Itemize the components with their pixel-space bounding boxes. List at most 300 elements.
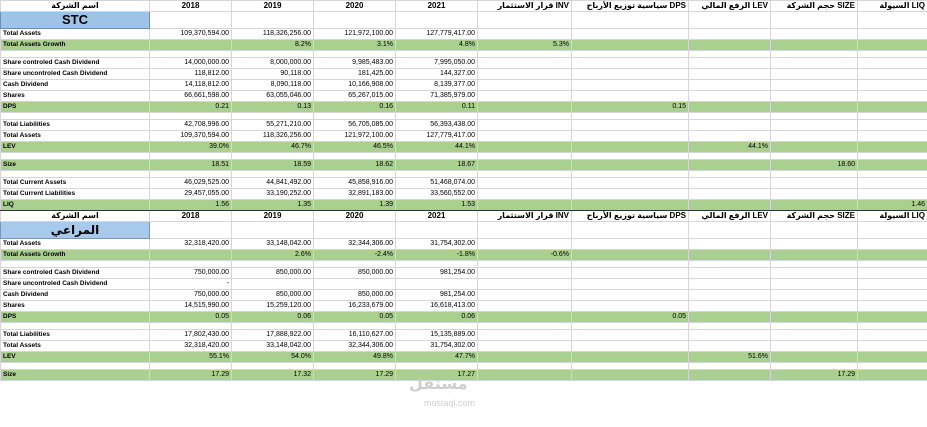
row-label[interactable]: Total Liabilities: [1, 120, 150, 131]
empty-cell[interactable]: [572, 58, 689, 69]
summary-value[interactable]: 5.3%: [478, 40, 572, 51]
year-value[interactable]: 33,560,552.00: [396, 189, 478, 200]
row-label[interactable]: Total Liabilities: [1, 330, 150, 341]
empty-cell[interactable]: [858, 279, 927, 290]
empty-cell[interactable]: [478, 91, 572, 102]
year-value[interactable]: 71,385,979.00: [396, 91, 478, 102]
year-value[interactable]: 46.5%: [314, 142, 396, 153]
empty-cell[interactable]: [572, 239, 689, 250]
year-value[interactable]: 17.29: [314, 370, 396, 381]
year-value[interactable]: [396, 279, 478, 290]
year-value[interactable]: 44,841,492.00: [232, 178, 314, 189]
empty-cell[interactable]: [858, 330, 927, 341]
header-size[interactable]: حجم الشركة SIZE: [771, 1, 858, 12]
year-value[interactable]: 31,754,302.00: [396, 341, 478, 352]
year-value[interactable]: 32,318,420.00: [150, 239, 232, 250]
empty-cell[interactable]: [396, 153, 478, 160]
empty-cell[interactable]: [689, 268, 771, 279]
empty-cell[interactable]: [314, 323, 396, 330]
empty-cell[interactable]: [150, 222, 232, 239]
empty-cell[interactable]: [771, 200, 858, 211]
empty-cell[interactable]: [478, 363, 572, 370]
header-liq[interactable]: السيولة LIQ: [858, 211, 927, 222]
year-value[interactable]: -2.4%: [314, 250, 396, 261]
year-value[interactable]: 90,118.00: [232, 69, 314, 80]
empty-cell[interactable]: [771, 341, 858, 352]
header-liq[interactable]: السيولة LIQ: [858, 1, 927, 12]
year-value[interactable]: 32,344,306.00: [314, 239, 396, 250]
empty-cell[interactable]: [858, 51, 927, 58]
empty-cell[interactable]: [771, 91, 858, 102]
empty-cell[interactable]: [689, 69, 771, 80]
empty-cell[interactable]: [478, 341, 572, 352]
empty-cell[interactable]: [572, 171, 689, 178]
empty-cell[interactable]: [858, 239, 927, 250]
empty-cell[interactable]: [771, 312, 858, 323]
empty-cell[interactable]: [858, 301, 927, 312]
empty-cell[interactable]: [858, 261, 927, 268]
year-value[interactable]: [150, 250, 232, 261]
empty-cell[interactable]: [572, 40, 689, 51]
empty-cell[interactable]: [689, 290, 771, 301]
empty-cell[interactable]: [858, 178, 927, 189]
year-value[interactable]: 9,985,483.00: [314, 58, 396, 69]
year-value[interactable]: -: [150, 279, 232, 290]
empty-cell[interactable]: [396, 363, 478, 370]
empty-cell[interactable]: [858, 160, 927, 171]
empty-cell[interactable]: [478, 239, 572, 250]
empty-cell[interactable]: [858, 222, 927, 239]
empty-cell[interactable]: [689, 40, 771, 51]
header-year[interactable]: 2020: [314, 1, 396, 12]
empty-cell[interactable]: [572, 268, 689, 279]
empty-cell[interactable]: [858, 189, 927, 200]
year-value[interactable]: 14,515,990.00: [150, 301, 232, 312]
year-value[interactable]: 118,326,256.00: [232, 131, 314, 142]
empty-cell[interactable]: [771, 261, 858, 268]
header-dps[interactable]: سياسية توزيع الأرباح DPS: [572, 211, 689, 222]
empty-cell[interactable]: [689, 131, 771, 142]
empty-cell[interactable]: [1, 363, 150, 370]
year-value[interactable]: 0.05: [314, 312, 396, 323]
header-year[interactable]: 2021: [396, 211, 478, 222]
empty-cell[interactable]: [858, 153, 927, 160]
year-value[interactable]: 16,618,413.00: [396, 301, 478, 312]
year-value[interactable]: 54.0%: [232, 352, 314, 363]
empty-cell[interactable]: [150, 261, 232, 268]
header-year[interactable]: 2020: [314, 211, 396, 222]
year-value[interactable]: 14,118,812.00: [150, 80, 232, 91]
header-year[interactable]: 2019: [232, 1, 314, 12]
empty-cell[interactable]: [858, 363, 927, 370]
year-value[interactable]: [150, 40, 232, 51]
empty-cell[interactable]: [572, 341, 689, 352]
empty-cell[interactable]: [689, 222, 771, 239]
row-label[interactable]: Share controled Cash Dividend: [1, 268, 150, 279]
empty-cell[interactable]: [689, 113, 771, 120]
empty-cell[interactable]: [314, 363, 396, 370]
empty-cell[interactable]: [858, 91, 927, 102]
empty-cell[interactable]: [572, 69, 689, 80]
header-size[interactable]: حجم الشركة SIZE: [771, 211, 858, 222]
empty-cell[interactable]: [232, 171, 314, 178]
empty-cell[interactable]: [689, 153, 771, 160]
year-value[interactable]: 51,468,074.00: [396, 178, 478, 189]
empty-cell[interactable]: [572, 120, 689, 131]
empty-cell[interactable]: [572, 91, 689, 102]
empty-cell[interactable]: [572, 261, 689, 268]
year-value[interactable]: 32,318,420.00: [150, 341, 232, 352]
empty-cell[interactable]: [150, 363, 232, 370]
empty-cell[interactable]: [478, 102, 572, 113]
empty-cell[interactable]: [572, 178, 689, 189]
empty-cell[interactable]: [858, 171, 927, 178]
year-value[interactable]: [314, 279, 396, 290]
empty-cell[interactable]: [858, 113, 927, 120]
empty-cell[interactable]: [689, 363, 771, 370]
year-value[interactable]: 981,254.00: [396, 290, 478, 301]
empty-cell[interactable]: [232, 323, 314, 330]
empty-cell[interactable]: [232, 363, 314, 370]
empty-cell[interactable]: [689, 261, 771, 268]
empty-cell[interactable]: [858, 69, 927, 80]
company-name-stc[interactable]: STC: [1, 12, 150, 29]
year-value[interactable]: 8.2%: [232, 40, 314, 51]
empty-cell[interactable]: [689, 58, 771, 69]
empty-cell[interactable]: [478, 261, 572, 268]
header-year[interactable]: 2019: [232, 211, 314, 222]
empty-cell[interactable]: [689, 171, 771, 178]
empty-cell[interactable]: [232, 261, 314, 268]
empty-cell[interactable]: [1, 113, 150, 120]
empty-cell[interactable]: [689, 370, 771, 381]
company-name-almarai[interactable]: المراعي: [1, 222, 150, 239]
year-value[interactable]: 39.0%: [150, 142, 232, 153]
empty-cell[interactable]: [771, 120, 858, 131]
year-value[interactable]: 16,233,679.00: [314, 301, 396, 312]
empty-cell[interactable]: [771, 189, 858, 200]
year-value[interactable]: 1.35: [232, 200, 314, 211]
row-label[interactable]: LEV: [1, 352, 150, 363]
summary-value[interactable]: -0.6%: [478, 250, 572, 261]
empty-cell[interactable]: [771, 58, 858, 69]
summary-value[interactable]: 18.60: [771, 160, 858, 171]
empty-cell[interactable]: [771, 29, 858, 40]
row-label[interactable]: Size: [1, 160, 150, 171]
empty-cell[interactable]: [689, 200, 771, 211]
year-value[interactable]: 16,110,627.00: [314, 330, 396, 341]
empty-cell[interactable]: [478, 69, 572, 80]
empty-cell[interactable]: [478, 301, 572, 312]
empty-cell[interactable]: [771, 178, 858, 189]
year-value[interactable]: 0.21: [150, 102, 232, 113]
empty-cell[interactable]: [771, 268, 858, 279]
empty-cell[interactable]: [396, 171, 478, 178]
year-value[interactable]: 18.51: [150, 160, 232, 171]
empty-cell[interactable]: [314, 261, 396, 268]
empty-cell[interactable]: [858, 80, 927, 91]
empty-cell[interactable]: [572, 352, 689, 363]
empty-cell[interactable]: [478, 29, 572, 40]
empty-cell[interactable]: [858, 120, 927, 131]
row-label[interactable]: LIQ: [1, 200, 150, 211]
year-value[interactable]: 850,000.00: [232, 290, 314, 301]
empty-cell[interactable]: [689, 51, 771, 58]
empty-cell[interactable]: [572, 323, 689, 330]
year-value[interactable]: 7,995,050.00: [396, 58, 478, 69]
year-value[interactable]: 33,148,042.00: [232, 239, 314, 250]
empty-cell[interactable]: [478, 200, 572, 211]
empty-cell[interactable]: [232, 222, 314, 239]
empty-cell[interactable]: [314, 153, 396, 160]
empty-cell[interactable]: [771, 113, 858, 120]
year-value[interactable]: 55,271,210.00: [232, 120, 314, 131]
header-lev[interactable]: الرفع المالي LEV: [689, 1, 771, 12]
empty-cell[interactable]: [396, 51, 478, 58]
empty-cell[interactable]: [771, 250, 858, 261]
empty-cell[interactable]: [396, 323, 478, 330]
empty-cell[interactable]: [689, 178, 771, 189]
row-label[interactable]: Cash Dividend: [1, 80, 150, 91]
empty-cell[interactable]: [150, 51, 232, 58]
empty-cell[interactable]: [771, 69, 858, 80]
empty-cell[interactable]: [858, 312, 927, 323]
header-year[interactable]: 2018: [150, 1, 232, 12]
empty-cell[interactable]: [858, 250, 927, 261]
row-label[interactable]: Share uncontroled Cash Dividend: [1, 279, 150, 290]
row-label[interactable]: Shares: [1, 301, 150, 312]
empty-cell[interactable]: [232, 113, 314, 120]
empty-cell[interactable]: [771, 323, 858, 330]
year-value[interactable]: 65,267,015.00: [314, 91, 396, 102]
header-year[interactable]: 2018: [150, 211, 232, 222]
empty-cell[interactable]: [478, 279, 572, 290]
year-value[interactable]: 17.27: [396, 370, 478, 381]
empty-cell[interactable]: [478, 290, 572, 301]
year-value[interactable]: 45,858,916.00: [314, 178, 396, 189]
empty-cell[interactable]: [314, 222, 396, 239]
header-company[interactable]: اسم الشركة: [1, 211, 150, 222]
empty-cell[interactable]: [771, 102, 858, 113]
empty-cell[interactable]: [858, 268, 927, 279]
empty-cell[interactable]: [858, 341, 927, 352]
empty-cell[interactable]: [858, 29, 927, 40]
year-value[interactable]: 750,000.00: [150, 268, 232, 279]
empty-cell[interactable]: [771, 131, 858, 142]
year-value[interactable]: 66,661,598.00: [150, 91, 232, 102]
year-value[interactable]: 42,708,996.00: [150, 120, 232, 131]
year-value[interactable]: 118,326,256.00: [232, 29, 314, 40]
year-value[interactable]: 63,055,046.00: [232, 91, 314, 102]
empty-cell[interactable]: [232, 51, 314, 58]
empty-cell[interactable]: [771, 153, 858, 160]
year-value[interactable]: 31,754,302.00: [396, 239, 478, 250]
header-lev[interactable]: الرفع المالي LEV: [689, 211, 771, 222]
empty-cell[interactable]: [572, 51, 689, 58]
empty-cell[interactable]: [689, 301, 771, 312]
header-company[interactable]: اسم الشركة: [1, 1, 150, 12]
row-label[interactable]: Shares: [1, 91, 150, 102]
empty-cell[interactable]: [572, 160, 689, 171]
year-value[interactable]: 109,370,594.00: [150, 131, 232, 142]
empty-cell[interactable]: [572, 222, 689, 239]
empty-cell[interactable]: [478, 142, 572, 153]
empty-cell[interactable]: [771, 51, 858, 58]
year-value[interactable]: 46.7%: [232, 142, 314, 153]
empty-cell[interactable]: [858, 290, 927, 301]
year-value[interactable]: 1.39: [314, 200, 396, 211]
empty-cell[interactable]: [771, 142, 858, 153]
row-label[interactable]: Total Assets: [1, 341, 150, 352]
empty-cell[interactable]: [572, 301, 689, 312]
empty-cell[interactable]: [858, 370, 927, 381]
year-value[interactable]: 4.8%: [396, 40, 478, 51]
year-value[interactable]: 47.7%: [396, 352, 478, 363]
row-label[interactable]: Cash Dividend: [1, 290, 150, 301]
empty-cell[interactable]: [572, 29, 689, 40]
year-value[interactable]: 46,029,525.00: [150, 178, 232, 189]
empty-cell[interactable]: [572, 153, 689, 160]
year-value[interactable]: 15,135,889.00: [396, 330, 478, 341]
year-value[interactable]: 0.06: [232, 312, 314, 323]
year-value[interactable]: 181,425.00: [314, 69, 396, 80]
empty-cell[interactable]: [572, 80, 689, 91]
empty-cell[interactable]: [478, 330, 572, 341]
empty-cell[interactable]: [689, 189, 771, 200]
empty-cell[interactable]: [858, 58, 927, 69]
year-value[interactable]: 0.16: [314, 102, 396, 113]
empty-cell[interactable]: [572, 113, 689, 120]
empty-cell[interactable]: [572, 131, 689, 142]
empty-cell[interactable]: [689, 239, 771, 250]
empty-cell[interactable]: [572, 189, 689, 200]
row-label[interactable]: Size: [1, 370, 150, 381]
summary-value[interactable]: 1.46: [858, 200, 927, 211]
empty-cell[interactable]: [771, 301, 858, 312]
year-value[interactable]: 109,370,594.00: [150, 29, 232, 40]
year-value[interactable]: 17,888,922.00: [232, 330, 314, 341]
empty-cell[interactable]: [572, 279, 689, 290]
year-value[interactable]: 121,972,100.00: [314, 29, 396, 40]
row-label[interactable]: LEV: [1, 142, 150, 153]
empty-cell[interactable]: [314, 113, 396, 120]
empty-cell[interactable]: [150, 153, 232, 160]
year-value[interactable]: 17.32: [232, 370, 314, 381]
empty-cell[interactable]: [232, 153, 314, 160]
empty-cell[interactable]: [478, 131, 572, 142]
empty-cell[interactable]: [689, 323, 771, 330]
year-value[interactable]: 127,779,417.00: [396, 131, 478, 142]
year-value[interactable]: 8,000,000.00: [232, 58, 314, 69]
empty-cell[interactable]: [771, 222, 858, 239]
empty-cell[interactable]: [150, 171, 232, 178]
empty-cell[interactable]: [478, 51, 572, 58]
empty-cell[interactable]: [771, 80, 858, 91]
year-value[interactable]: 0.05: [150, 312, 232, 323]
row-label[interactable]: Total Assets: [1, 29, 150, 40]
empty-cell[interactable]: [689, 91, 771, 102]
row-label[interactable]: Total Assets Growth: [1, 40, 150, 51]
empty-cell[interactable]: [478, 153, 572, 160]
empty-cell[interactable]: [689, 279, 771, 290]
empty-cell[interactable]: [314, 171, 396, 178]
empty-cell[interactable]: [689, 330, 771, 341]
empty-cell[interactable]: [858, 323, 927, 330]
empty-cell[interactable]: [478, 178, 572, 189]
empty-cell[interactable]: [858, 142, 927, 153]
year-value[interactable]: 10,166,908.00: [314, 80, 396, 91]
row-label[interactable]: Total Assets: [1, 131, 150, 142]
row-label[interactable]: DPS: [1, 102, 150, 113]
year-value[interactable]: 15,259,120.00: [232, 301, 314, 312]
year-value[interactable]: 144,327.00: [396, 69, 478, 80]
empty-cell[interactable]: [771, 290, 858, 301]
empty-cell[interactable]: [572, 142, 689, 153]
empty-cell[interactable]: [478, 80, 572, 91]
empty-cell[interactable]: [478, 120, 572, 131]
empty-cell[interactable]: [689, 250, 771, 261]
empty-cell[interactable]: [478, 160, 572, 171]
empty-cell[interactable]: [689, 29, 771, 40]
year-value[interactable]: 118,812.00: [150, 69, 232, 80]
summary-value[interactable]: 0.15: [572, 102, 689, 113]
empty-cell[interactable]: [572, 330, 689, 341]
empty-cell[interactable]: [771, 239, 858, 250]
empty-cell[interactable]: [858, 102, 927, 113]
empty-cell[interactable]: [572, 363, 689, 370]
empty-cell[interactable]: [478, 323, 572, 330]
empty-cell[interactable]: [150, 323, 232, 330]
year-value[interactable]: 33,148,042.00: [232, 341, 314, 352]
empty-cell[interactable]: [1, 261, 150, 268]
year-value[interactable]: 18.59: [232, 160, 314, 171]
year-value[interactable]: 981,254.00: [396, 268, 478, 279]
year-value[interactable]: 2.6%: [232, 250, 314, 261]
year-value[interactable]: 3.1%: [314, 40, 396, 51]
year-value[interactable]: 32,891,183.00: [314, 189, 396, 200]
year-value[interactable]: 850,000.00: [314, 268, 396, 279]
summary-value[interactable]: 0.05: [572, 312, 689, 323]
empty-cell[interactable]: [478, 113, 572, 120]
year-value[interactable]: 0.11: [396, 102, 478, 113]
empty-cell[interactable]: [858, 40, 927, 51]
empty-cell[interactable]: [1, 51, 150, 58]
year-value[interactable]: 33,190,252.00: [232, 189, 314, 200]
year-value[interactable]: 121,972,100.00: [314, 131, 396, 142]
empty-cell[interactable]: [771, 279, 858, 290]
empty-cell[interactable]: [478, 58, 572, 69]
row-label[interactable]: Total Assets: [1, 239, 150, 250]
year-value[interactable]: 17.29: [150, 370, 232, 381]
summary-value[interactable]: 17.29: [771, 370, 858, 381]
empty-cell[interactable]: [771, 363, 858, 370]
year-value[interactable]: 17,802,430.00: [150, 330, 232, 341]
year-value[interactable]: 18.62: [314, 160, 396, 171]
empty-cell[interactable]: [396, 261, 478, 268]
header-inv[interactable]: قرار الاستثمار INV: [478, 211, 572, 222]
year-value[interactable]: 0.06: [396, 312, 478, 323]
row-label[interactable]: Total Assets Growth: [1, 250, 150, 261]
empty-cell[interactable]: [478, 370, 572, 381]
empty-cell[interactable]: [478, 171, 572, 178]
header-year[interactable]: 2021: [396, 1, 478, 12]
year-value[interactable]: 750,000.00: [150, 290, 232, 301]
empty-cell[interactable]: [572, 290, 689, 301]
year-value[interactable]: 32,344,306.00: [314, 341, 396, 352]
year-value[interactable]: [232, 279, 314, 290]
year-value[interactable]: 127,779,417.00: [396, 29, 478, 40]
empty-cell[interactable]: [396, 222, 478, 239]
